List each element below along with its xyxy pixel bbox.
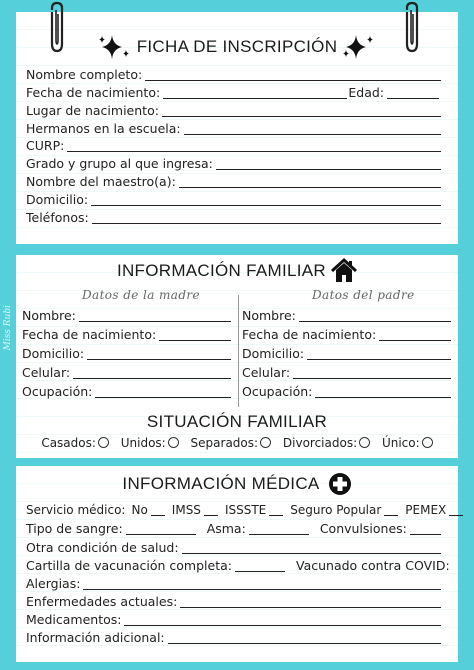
radio-icon[interactable] <box>422 437 433 448</box>
field-sangre-asma-convulsiones[interactable]: Tipo de sangre: Asma: Convulsiones: <box>26 521 442 537</box>
input-line[interactable] <box>384 504 398 516</box>
section-title: SITUACIÓN FAMILIAR <box>146 412 328 431</box>
field-madre-nombre[interactable]: Nombre: <box>22 308 232 324</box>
input-line[interactable] <box>67 140 441 152</box>
input-line[interactable] <box>269 504 283 516</box>
field-padre-fecha[interactable]: Fecha de nacimiento: <box>242 327 452 343</box>
input-line[interactable] <box>180 596 441 608</box>
input-line[interactable] <box>379 329 451 341</box>
input-line[interactable] <box>249 523 309 535</box>
input-line[interactable] <box>145 69 441 81</box>
section-title: INFORMACIÓN FAMILIAR <box>116 261 327 280</box>
card-medica <box>16 466 458 662</box>
input-line[interactable] <box>124 614 441 626</box>
field-padre-ocupacion[interactable]: Ocupación: <box>242 384 452 400</box>
field-padre-nombre[interactable]: Nombre: <box>242 308 452 324</box>
sparkle-icon <box>342 34 376 60</box>
input-line[interactable] <box>410 523 441 535</box>
input-line[interactable] <box>299 310 451 322</box>
input-line[interactable] <box>315 386 451 398</box>
sparkle-icon <box>98 34 132 60</box>
input-line[interactable] <box>83 578 441 590</box>
input-line[interactable] <box>162 105 441 117</box>
radio-icon[interactable] <box>260 437 271 448</box>
section-title-row <box>16 259 458 283</box>
input-line[interactable] <box>95 386 231 398</box>
input-line[interactable] <box>184 123 441 135</box>
section-title-row <box>16 472 458 496</box>
situacion-options <box>16 436 458 450</box>
input-line[interactable] <box>92 212 441 224</box>
title-row <box>16 34 458 60</box>
input-line[interactable] <box>87 348 231 360</box>
medical-plus-icon <box>328 472 352 496</box>
input-line[interactable] <box>293 367 451 379</box>
input-line[interactable] <box>307 348 451 360</box>
field-padre-domicilio[interactable]: Domicilio: <box>242 346 452 362</box>
field-maestro[interactable]: Nombre del maestro(a): <box>26 174 442 190</box>
input-line[interactable] <box>73 367 231 379</box>
field-telefonos[interactable]: Teléfonos: <box>26 210 442 226</box>
input-line[interactable] <box>91 194 441 206</box>
field-lugar[interactable]: Lugar de nacimiento: <box>26 103 442 119</box>
input-line[interactable] <box>216 158 441 170</box>
field-fecha-edad[interactable]: Fecha de nacimiento: Edad: <box>26 85 442 101</box>
field-madre-domicilio[interactable]: Domicilio: <box>22 346 232 362</box>
input-line[interactable] <box>387 87 439 99</box>
input-line[interactable] <box>182 542 441 554</box>
field-curp[interactable]: CURP: <box>26 138 442 154</box>
input-line[interactable] <box>449 504 463 516</box>
page-title: FICHA DE INSCRIPCIÓN <box>136 37 338 56</box>
field-madre-fecha[interactable]: Fecha de nacimiento: <box>22 327 232 343</box>
field-madre-celular[interactable]: Celular: <box>22 365 232 381</box>
option-unidos[interactable]: Unidos: <box>121 436 179 450</box>
radio-icon[interactable] <box>98 437 109 448</box>
heading-padre: Datos del padre <box>312 288 415 302</box>
input-line[interactable] <box>179 176 441 188</box>
input-line[interactable] <box>235 560 285 572</box>
field-informacion-adicional[interactable]: Información adicional: <box>26 630 442 646</box>
field-otra-condicion[interactable]: Otra condición de salud: <box>26 540 442 556</box>
watermark: Miss Rubi <box>3 305 13 351</box>
option-casados[interactable]: Casados: <box>41 436 109 450</box>
input-line[interactable] <box>204 504 218 516</box>
input-line[interactable] <box>79 310 231 322</box>
input-line[interactable] <box>168 632 441 644</box>
radio-icon[interactable] <box>359 437 370 448</box>
field-nombre-completo[interactable]: Nombre completo: <box>26 67 442 83</box>
option-separados[interactable]: Separados: <box>191 436 272 450</box>
house-icon <box>331 259 357 283</box>
card-familiar <box>16 255 458 458</box>
input-line[interactable] <box>159 329 231 341</box>
field-servicio-medico[interactable]: Servicio médico: No IMSS ISSSTE Seguro Popular PEMEX <box>26 502 442 518</box>
field-medicamentos[interactable]: Medicamentos: <box>26 612 442 628</box>
field-madre-ocupacion[interactable]: Ocupación: <box>22 384 232 400</box>
field-hermanos[interactable]: Hermanos en la escuela: <box>26 121 442 137</box>
input-line[interactable] <box>163 87 347 99</box>
input-line[interactable] <box>126 523 196 535</box>
option-divorciados[interactable]: Divorciados: <box>283 436 370 450</box>
field-cartilla-covid[interactable]: Cartilla de vacunación completa: Vacunado contra COVID: <box>26 558 450 573</box>
column-divider <box>238 295 239 407</box>
field-enfermedades[interactable]: Enfermedades actuales: <box>26 594 442 610</box>
field-domicilio[interactable]: Domicilio: <box>26 192 442 208</box>
option-unico[interactable]: Único: <box>382 436 433 450</box>
input-line[interactable] <box>151 504 165 516</box>
field-alergias[interactable]: Alergias: <box>26 576 442 592</box>
card-inscripcion <box>16 12 458 244</box>
section-title: INFORMACIÓN MÉDICA <box>122 474 320 493</box>
radio-icon[interactable] <box>168 437 179 448</box>
heading-madre: Datos de la madre <box>82 288 201 302</box>
field-padre-celular[interactable]: Celular: <box>242 365 452 381</box>
field-grado[interactable]: Grado y grupo al que ingresa: <box>26 156 442 172</box>
